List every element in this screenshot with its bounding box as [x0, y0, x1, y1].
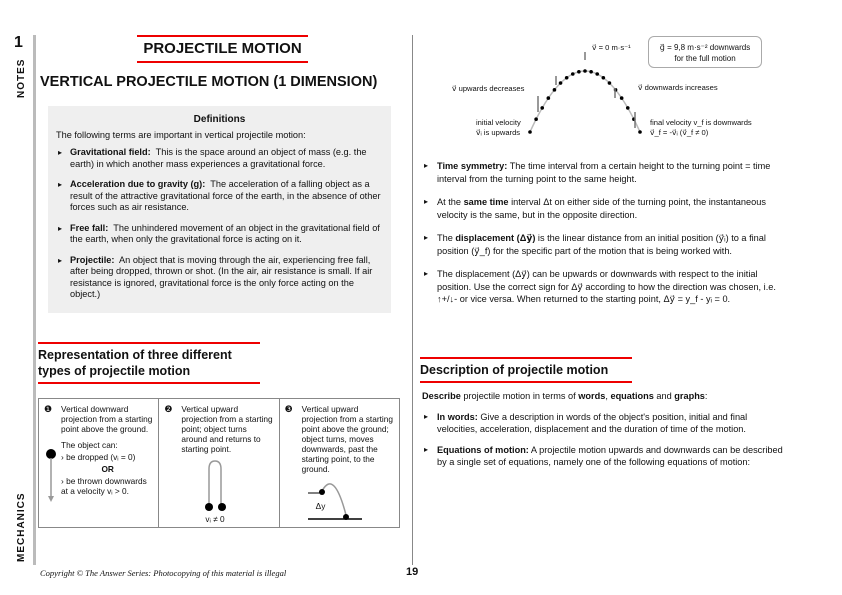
description-item: ▸ In words: Give a description in words of the object's position, initial and final velocities, acceleration, displacement and the duration of time of the motion.: [422, 411, 784, 436]
motion-types-table: [38, 398, 400, 528]
g-box: g⃗ = 9,8 m·s⁻² downwards for the full motion: [648, 36, 762, 68]
notes-label: NOTES: [16, 58, 27, 98]
trajectory-dot: [540, 106, 544, 110]
trajectory-dot: [608, 81, 612, 85]
trajectory-dot: [589, 70, 593, 74]
chapter-number: 1: [14, 34, 23, 51]
bullet-item: ▸ Time symmetry: The time interval from a certain height to the turning point = time interval from the turning point to the same height.: [422, 160, 784, 185]
mechanics-label: MECHANICS: [16, 492, 27, 562]
description-heading: Description of projectile motion: [420, 357, 632, 383]
type-cell-2: ❷ Vertical upward projection from a starting point; object turns around and returns to starting point. vᵢ ≠ 0: [159, 399, 279, 527]
trajectory-dot: [602, 76, 606, 80]
bullet-item: ▸ At the same time interval Δt on either side of the turning point, the instantaneous velocity is the same, but in the opposite direction.: [422, 196, 784, 221]
column-divider: [412, 35, 413, 565]
definition-item: ▸ Projectile: An object that is moving through the air, experiencing free fall, after being dropped, thrown or shot. (In the air, air resistance is small. If air resistance is ignored, gravitational force is the only force acting on the object.): [56, 255, 383, 301]
definitions-box: [48, 106, 391, 313]
representation-heading: Representation of three different types of projectile motion: [38, 342, 260, 384]
sidebar-bar: [33, 35, 36, 565]
definition-item: ▸ Gravitational field: This is the space around an object of mass (e.g. the earth) in which another mass experiences a gravitational force.: [56, 147, 383, 170]
trajectory-dot: [626, 106, 630, 110]
final-velocity-label: final velocity v_f is downwards v⃗_f = -v⃗ᵢ (v⃗_f ≠ 0): [650, 118, 752, 137]
definitions-heading: Definitions: [193, 114, 246, 125]
description-item: ▸ Equations of motion: A projectile motion upwards and downwards can be described by a single set of equations, namely one of the following equations of motion:: [422, 444, 784, 469]
motion-bullets: [422, 160, 784, 317]
trajectory-dot: [565, 76, 569, 80]
trajectory-dot: [571, 72, 575, 76]
subtitle: VERTICAL PROJECTILE MOTION (1 DIMENSION): [40, 74, 378, 90]
type-cell-3: ❸ Vertical upward projection from a starting point above the ground; object turns, moves downwards, past the starting point, to the ground. Δy: [280, 399, 399, 527]
up-down-diagram: [199, 459, 239, 514]
page-number: 19: [406, 566, 419, 578]
trajectory-dot: [528, 130, 532, 134]
trajectory-dot: [620, 96, 624, 100]
above-ground-diagram: [306, 477, 366, 522]
trajectory-dot: [638, 130, 642, 134]
bullet-item: ▸ The displacement (Δy⃗) can be upwards or downwards with respect to the initial position. Use the correct sign for Δy⃗ according to how the direction was chosen, i.e. ↑+/↓- or vice versa. When returned to the starting point, Δy⃗ = y_f - yᵢ = 0.: [422, 268, 784, 306]
description-body: Describe projectile motion in terms of words, equations and graphs: ▸ In words: Give a description in words of the object's position, initial and final velocities, acceleration, displacement and the duration of time of the motion. ▸ Equations of motion: A projectile motion upwards and downwards can be described by a single set of equations, namely one of the following equations of motion:: [422, 390, 784, 469]
definitions-intro: The following terms are important in vertical projectile motion:: [56, 129, 306, 140]
trajectory-dot: [547, 96, 551, 100]
trajectory-dot: [559, 81, 563, 85]
definition-item: ▸ Acceleration due to gravity (g): The acceleration of a falling object as a result of the attractive gravitational force of the earth, in the absence of other forces such as air resistance.: [56, 179, 383, 214]
type-cell-1: ❶ Vertical downward projection from a starting point above the ground. The object can: › be dropped (vᵢ = 0) OR › be thrown downwards at a velocity vᵢ > 0.: [39, 399, 159, 527]
definition-item: ▸ Free fall: The unhindered movement of an object in the gravitational field of the earth, when only the gravitational force is acting on it.: [56, 223, 383, 246]
bullet-item: ▸ The displacement (Δy⃗) is the linear distance from an initial position (y⃗ᵢ) to a final position (y⃗_f) for the specific part of the motion that is being worked with.: [422, 232, 784, 257]
trajectory-dot: [577, 70, 581, 74]
trajectory-dot: [553, 88, 557, 92]
trajectory-dot: [583, 69, 587, 73]
top-velocity-label: v⃗ = 0 m·s⁻¹: [592, 43, 631, 52]
up-decreases-label: v⃗ upwards decreases: [452, 84, 525, 93]
drop-diagram: [44, 444, 60, 504]
parabola-diagram: [520, 40, 650, 140]
copyright: Copyright © The Answer Series: Photocopying of this material is illegal: [40, 568, 287, 578]
down-increases-label: v⃗ downwards increases: [638, 83, 718, 92]
initial-velocity-label: initial velocity v⃗ᵢ is upwards: [476, 118, 521, 137]
trajectory-dot: [595, 72, 599, 76]
trajectory-dot: [534, 117, 538, 121]
page-title: PROJECTILE MOTION: [137, 35, 308, 63]
